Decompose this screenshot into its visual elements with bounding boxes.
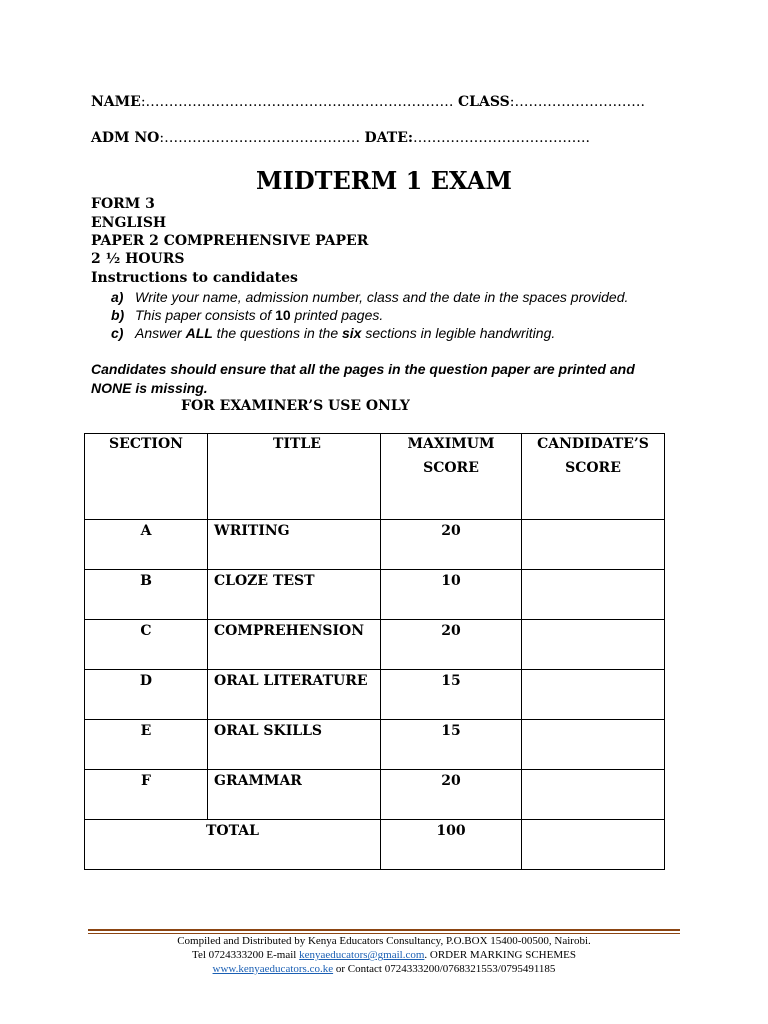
adm-date-line [91,130,590,146]
instruction-text: the questions in the [212,325,342,341]
row-section: B [85,570,208,620]
header-candidate-score: CANDIDATE’S SCORE [522,434,665,520]
row-section: E [85,720,208,770]
header-section: SECTION [85,434,208,520]
table-row [85,720,665,770]
footer-line-2: Tel 0724333200 E-mail kenyaeducators@gmail.com. ORDER MARKING SCHEMES [192,949,576,961]
date-label: DATE: [364,130,414,146]
instruction-emphasis: six [342,325,362,341]
header-max-score: MAXIMUM SCORE [381,434,522,520]
exam-title: MIDTERM 1 EXAM [256,166,512,195]
row-title: WRITING [208,520,381,570]
row-candidate-score[interactable] [522,670,665,720]
row-max: 10 [381,570,522,620]
row-section: C [85,620,208,670]
header-title: TITLE [208,434,381,520]
row-candidate-score[interactable] [522,770,665,820]
form-label: FORM 3 [91,196,155,212]
row-max: 15 [381,670,522,720]
adm-label: ADM NO [91,130,160,146]
footer-divider [88,933,680,934]
row-title: ORAL LITERATURE [208,670,381,720]
total-max: 100 [381,820,522,870]
instruction-marker: a) [111,289,124,305]
name-label: NAME [91,94,141,110]
instruction-marker: b) [111,307,125,323]
instruction-text: printed pages. [290,307,384,323]
duration-label: 2 ½ HOURS [91,251,185,267]
instruction-text: This paper consists of [135,307,276,323]
table-row [85,770,665,820]
instruction-c [111,325,555,341]
name-field[interactable]: :………………………………………………………… [140,94,454,110]
class-field[interactable]: :………………………. [509,94,645,110]
date-field[interactable]: ……………………………….. [413,130,590,146]
row-candidate-score[interactable] [522,570,665,620]
email-link[interactable]: kenyaeducators@gmail.com [299,949,425,961]
instruction-emphasis: ALL [185,325,213,341]
instruction-marker: c) [111,325,124,341]
warning-line-2: NONE is missing. [91,380,208,396]
row-title: COMPREHENSION [208,620,381,670]
instruction-b [111,307,383,323]
class-label: CLASS [458,94,510,110]
footer-divider [88,929,680,931]
score-table [84,433,665,870]
instruction-a [111,289,628,305]
table-row [85,670,665,720]
row-title: GRAMMAR [208,770,381,820]
subject-label: ENGLISH [91,215,167,231]
adm-field[interactable]: :…………………………………… [159,130,361,146]
total-row [85,820,665,870]
table-row [85,570,665,620]
total-candidate-score[interactable] [522,820,665,870]
total-label: TOTAL [85,820,381,870]
instruction-text: sections in legible handwriting. [361,325,556,341]
table-row [85,520,665,570]
examiner-heading: FOR EXAMINER’S USE ONLY [181,398,410,414]
row-title: ORAL SKILLS [208,720,381,770]
row-section: D [85,670,208,720]
footer-line-3: www.kenyaeducators.co.ke or Contact 0724333200/0768321553/0795491185 [212,963,556,975]
name-class-line [91,94,645,110]
table-header-row [85,434,665,520]
warning-line-1: Candidates should ensure that all the pages in the question paper are printed and [91,361,635,377]
row-max: 20 [381,620,522,670]
row-max: 20 [381,770,522,820]
paper-label: PAPER 2 COMPREHENSIVE PAPER [91,233,369,249]
row-candidate-score[interactable] [522,620,665,670]
row-candidate-score[interactable] [522,520,665,570]
row-max: 20 [381,520,522,570]
footer-line-1: Compiled and Distributed by Kenya Educators Consultancy, P.O.BOX 15400-00500, Nairobi. [177,935,591,947]
website-link[interactable]: www.kenyaeducators.co.ke [212,963,334,975]
row-max: 15 [381,720,522,770]
row-title: CLOZE TEST [208,570,381,620]
instructions-heading: Instructions to candidates [91,270,298,286]
instruction-text: Answer [135,325,186,341]
instruction-text: Write your name, admission number, class and the date in the spaces provided. [135,289,629,305]
row-section: F [85,770,208,820]
row-section: A [85,520,208,570]
table-row [85,620,665,670]
instruction-emphasis: 10 [275,307,291,323]
row-candidate-score[interactable] [522,720,665,770]
